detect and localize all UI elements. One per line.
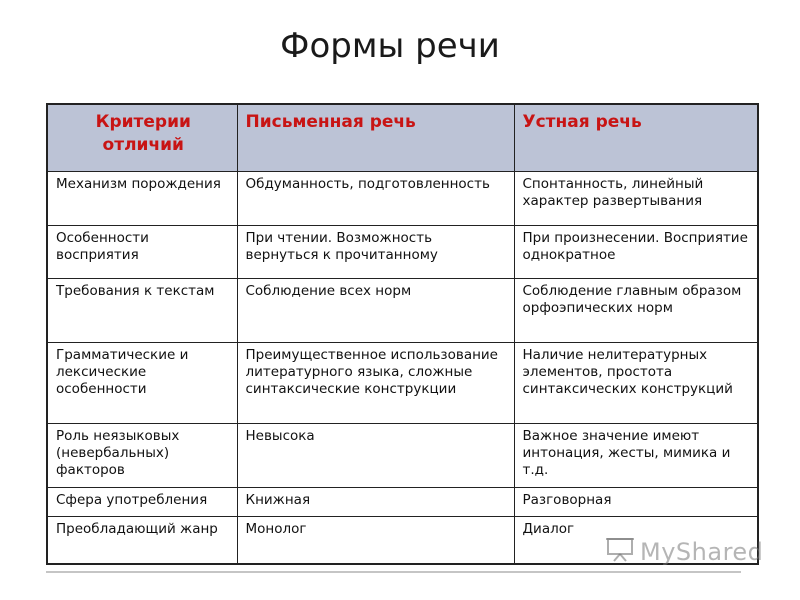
oral-cell: Важное значение имеют интонация, жесты, мимика и т.д.: [514, 424, 758, 488]
written-cell: Книжная: [237, 488, 514, 517]
table-row: [47, 424, 758, 488]
header-oral-speech: Устная речь: [514, 104, 758, 172]
header-written-speech: Письменная речь: [237, 104, 514, 172]
written-cell: Обдуманность, подготовленность: [237, 172, 514, 226]
comparison-table: [46, 103, 759, 565]
oral-cell: Спонтанность, линейный характер развертывания: [514, 172, 758, 226]
table-row: [47, 226, 758, 279]
criterion-cell: Требования к текстам: [47, 279, 237, 343]
table-row: [47, 488, 758, 517]
criterion-cell: Особенности восприятия: [47, 226, 237, 279]
oral-cell: Диалог: [514, 517, 758, 565]
oral-cell: Разговорная: [514, 488, 758, 517]
watermark-text: MyShared: [640, 538, 764, 566]
page-title: Формы речи: [280, 26, 500, 66]
oral-cell: Наличие нелитературных элементов, простота синтаксических конструкций: [514, 343, 758, 424]
criterion-cell: Преобладающий жанр: [47, 517, 237, 565]
written-cell: Монолог: [237, 517, 514, 565]
bottom-divider: [46, 571, 741, 573]
criterion-cell: Грамматические и лексические особенности: [47, 343, 237, 424]
presentation-board-icon: [606, 536, 634, 568]
table-row: [47, 172, 758, 226]
written-cell: Соблюдение всех норм: [237, 279, 514, 343]
header-criteria: Критерии отличий: [47, 104, 237, 172]
written-cell: Преимущественное использование литературного языка, сложные синтаксические конструкции: [237, 343, 514, 424]
written-cell: При чтении. Возможность вернуться к прочитанному: [237, 226, 514, 279]
table-header-row: [47, 104, 758, 172]
written-cell: Невысока: [237, 424, 514, 488]
watermark: [606, 536, 763, 568]
criterion-cell: Механизм порождения: [47, 172, 237, 226]
oral-cell: При произнесении. Восприятие однократное: [514, 226, 758, 279]
table-row: [47, 279, 758, 343]
criterion-cell: Сфера употребления: [47, 488, 237, 517]
table-row: [47, 343, 758, 424]
criterion-cell: Роль неязыковых (невербальных) факторов: [47, 424, 237, 488]
oral-cell: Соблюдение главным образом орфоэпических норм: [514, 279, 758, 343]
